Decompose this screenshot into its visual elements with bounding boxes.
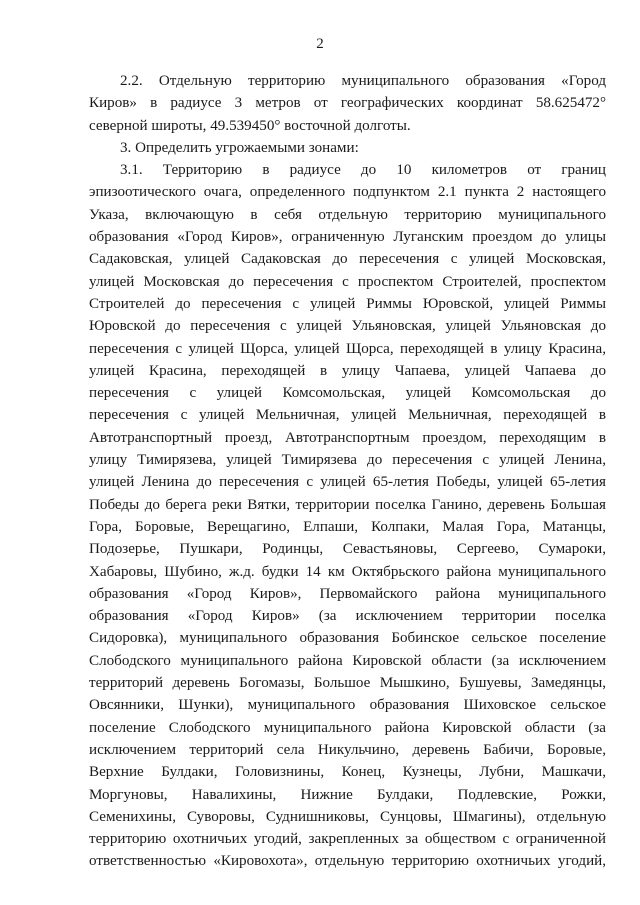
text-line: Семенихины, Суворовы, Суднишниковы, Сунцовы, Шмагины), отдельную [89,808,606,825]
text-line: Моргуновы, Навалихины, Нижние Булдаки, Подлевские, Рожки, [89,786,606,803]
text-line: 3.1. Территорию в радиусе до 10 километров от границ [120,162,606,179]
text-line: улицей Красина, переходящей в улицу Чапаева, улицей Чапаева до [89,362,606,379]
text-line: территорию охотничьих угодий, закрепленных за обществом с ограниченной [89,831,606,848]
text-line: Указа, включающую в себя отдельную территорию муниципального [89,206,606,223]
text-line: улицу Тимирязева, улицей Тимирязева до пересечения с улицей Ленина, [89,452,606,469]
text-line: Верхние Булдаки, Головизнины, Конец, Кузнецы, Лубни, Машкачи, [89,764,606,781]
page-number: 2 [316,36,324,52]
text-line: образования «Город Киров», ограниченную Луганским проездом до улицы [89,229,606,246]
text-line: Гора, Боровые, Верещагино, Елпаши, Колпаки, Малая Гора, Матанцы, [89,518,606,535]
text-line: северной широты, 49.539450° восточной долготы. [89,117,411,134]
text-line: Киров» в радиусе 3 метров от географических координат 58.625472° [89,95,606,112]
text-line: Овсянники, Шунки), муниципального образования Шиховское сельское [89,697,606,714]
text-line: улицей Ленина до пересечения с улицей 65-летия Победы, улицей 65-летия [89,474,606,491]
text-line: 3. Определить угрожаемыми зонами: [120,139,359,156]
text-line: образования «Город Киров», Первомайского района муниципального [89,585,606,602]
text-line: исключением территорий села Никульчино, деревень Бабичи, Боровые, [89,741,606,758]
text-line: 2.2. Отдельную территорию муниципального образования «Город [120,73,606,89]
text-line: Садаковская, улицей Садаковская до пересечения с улицей Московская, [89,251,606,268]
text-line: Подозерье, Пушкари, Родинцы, Севастьяновы, Сергеево, Сумароки, [89,541,606,558]
text-line: образования «Город Киров» (за исключением территории поселка [89,608,606,625]
text-line: Сидоровка), муниципального образования Бобинское сельское поселение [89,630,606,647]
text-line: эпизоотического очага, определенного подпунктом 2.1 пункта 2 настоящего [89,184,606,201]
text-line: пересечения с улицей Мельничная, улицей Мельничная, переходящей в [89,407,606,424]
text-line: Слободского муниципального района Кировской области (за исключением [89,652,606,669]
text-line: территорий деревень Богомазы, Большое Мышкино, Бушуевы, Замедянцы, [89,675,606,692]
text-line: Строителей до пересечения с улицей Риммы Юровской, улицей Риммы [89,295,606,312]
text-line: поселение Слободского муниципального района Кировской области (за [89,719,606,736]
text-line: Хабаровы, Шубино, ж.д. будки 14 км Октябрьского района муниципального [89,563,606,580]
document-body [89,70,606,873]
text-line: Автотранспортный проезд, Автотранспортным проездом, переходящим в [89,429,606,446]
text-line: пересечения с улицей Комсомольская, улицей Комсомольская до [89,385,606,402]
text-line: пересечения с улицей Щорса, улицей Щорса, переходящей в улицу Красина, [89,340,606,357]
text-line: Победы до берега реки Вятки, территории поселка Ганино, деревень Большая [89,496,606,513]
text-line: Юровской до пересечения с улицей Ульяновская, улицей Ульяновская до [89,318,606,335]
text-line: улицей Московская до пересечения с проспектом Строителей, проспектом [89,273,606,290]
text-line: ответственностью «Кировохота», отдельную территорию охотничьих угодий, [89,853,606,870]
